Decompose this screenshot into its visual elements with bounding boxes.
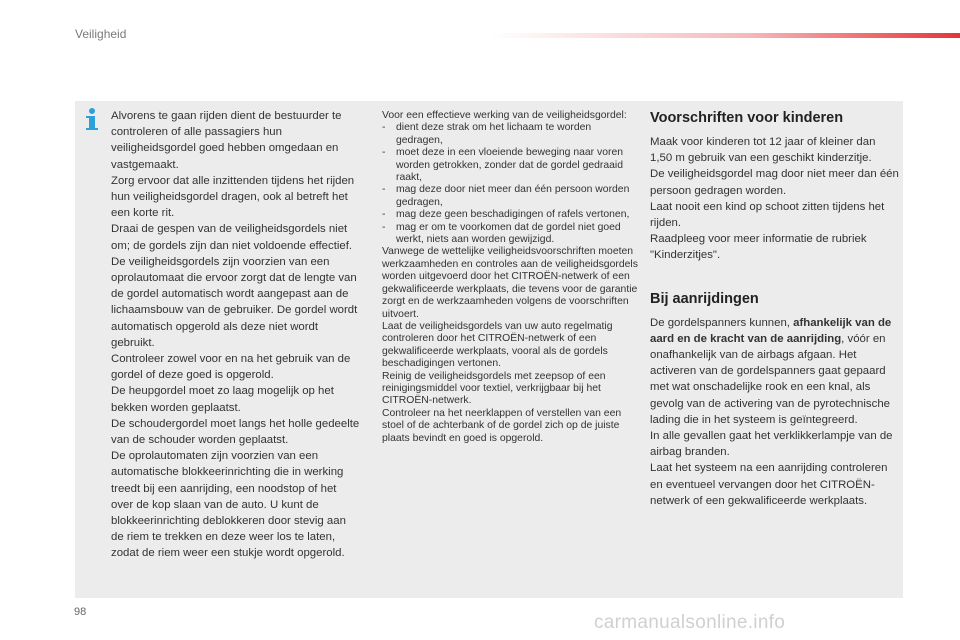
bullet-marker: -	[382, 221, 386, 233]
paragraph: Vanwege de wettelijke veiligheidsvoorschriften moeten werkzaamheden en controles aan de veiligheidsgordels worden uitgevoerd door het CITROËN-netwerk of een gekwalificeerde werkplaats, die tevens voor de garantie zorgt en de werkzaamheden volgens de voorschriften uitvoert.	[382, 246, 638, 320]
bullet-marker: -	[382, 147, 386, 159]
paragraph: De schoudergordel moet langs het holle gedeelte van de schouder worden geplaatst.	[111, 417, 360, 447]
paragraph: Draai de gespen van de veiligheidsgordels niet om; de gordels zijn dan niet voldoende effectief.	[111, 223, 353, 252]
list-item: - dient deze strak om het lichaam te worden gedragen,	[382, 122, 592, 146]
collision-body	[650, 315, 900, 509]
list-item: - mag er om te voorkomen dat de gordel niet goed werkt, niets aan worden gewijzigd.	[382, 221, 621, 246]
paragraph: De oprolautomaten zijn voorzien van een automatische blokkeerinrichting die in werking treedt bij een aanrijding, een noodstop of het over de kop slaan van de auto. U kunt de blokkeerinrichting deblokkeren door stevig aan de riem te trekken en deze weer los te laten, zodat de riem weer een stukje wordt opgerold.	[111, 450, 346, 560]
page-number: 98	[74, 606, 87, 618]
children-heading: Voorschriften voor kinderen	[650, 110, 844, 126]
watermark: carmanualsonline.info	[594, 612, 786, 633]
paragraph: Zorg ervoor dat alle inzittenden tijdens het rijden hun veiligheidsgordel dragen, ook al betreft het een korte rit.	[111, 174, 355, 220]
children-and-collisions-column	[650, 108, 900, 509]
paragraph: Controleer zowel voor en na het gebruik van de gordel of deze goed is opgerold.	[111, 353, 351, 382]
paragraph: De veiligheidsgordels zijn voorzien van een oprolautomaat die ervoor zorgt dat de lengte van de gordel automatisch wordt aangepast aan de lichaamsbouw van de gebruiker. De gordel wordt automatisch opgerold als deze niet wordt gebruikt.	[111, 255, 358, 349]
seatbelt-requirements-column	[382, 110, 638, 445]
info-icon	[85, 108, 99, 132]
children-body	[650, 134, 900, 264]
requirements-list	[382, 122, 638, 246]
list-item: - mag deze geen beschadigingen of rafels vertonen,	[382, 209, 630, 221]
paragraph: De gordelspanners kunnen, afhankelijk van de aard en de kracht van de aanrijding, vóór en onafhankelijk van de airbags afgaan. Het activeren van de gordelspanners gaat gepaard met wat onschadelijke rook en een knal, als gevolg van de activering van de pyrotechnische lading die in het systeem is geïntegreerd.	[650, 316, 892, 426]
paragraph: In alle gevallen gaat het verklikkerlampje van de airbag branden.	[650, 430, 893, 459]
header-accent-rule	[490, 33, 960, 38]
paragraph: Laat het systeem na een aanrijding controleren en eventueel vervangen door het CITROËN-netwerk of een gekwalificeerde werkplaats.	[650, 462, 888, 507]
paragraph: Laat de veiligheidsgordels van uw auto regelmatig controleren door het CITROËN-netwerk of een gekwalificeerde werkplaats, vooral als de gordels beschadigingen vertonen.	[382, 320, 613, 370]
paragraph: Laat nooit een kind op schoot zitten tijdens het rijden.	[650, 200, 885, 230]
list-item: - moet deze in een vloeiende beweging naar voren worden getrokken, zonder dat de gordel gedraaid raakt,	[382, 147, 624, 184]
seatbelt-info-column	[111, 108, 361, 562]
paragraph: Maak voor kinderen tot 12 jaar of kleiner dan 1,50 m gebruik van een geschikt kinderzitje.	[650, 136, 876, 165]
section-title: Veiligheid	[75, 27, 127, 41]
bullet-marker: -	[382, 184, 386, 196]
paragraph: Raadpleeg voor meer informatie de rubriek "Kinderzitjes".	[650, 233, 867, 262]
paragraph: Reinig de veiligheidsgordels met zeepsop of een reinigingsmiddel voor textiel, verkrijgbaar bij het CITROËN-netwerk.	[382, 370, 606, 407]
list-item: - mag deze door niet meer dan één persoon worden gedragen,	[382, 184, 630, 208]
paragraph: De heupgordel moet zo laag mogelijk op het bekken worden geplaatst.	[111, 385, 334, 414]
paragraph: De veiligheidsgordel mag door niet meer dan één persoon gedragen worden.	[650, 168, 899, 197]
paragraph: Alvorens te gaan rijden dient de bestuurder te controleren of alle passagiers hun veiligheidsgordel goed hebben omgedaan en vastgemaakt.	[111, 110, 342, 171]
collision-heading: Bij aanrijdingen	[650, 290, 759, 307]
emphasis-text: afhankelijk van de aard en de kracht van de aanrijding	[650, 316, 892, 345]
bullet-marker: -	[382, 122, 386, 134]
intro-text: Voor een effectieve werking van de veiligheidsgordel:	[382, 110, 627, 121]
bullet-marker: -	[382, 209, 386, 221]
paragraph: Controleer na het neerklappen of verstellen van een stoel of de achterbank of de gordel zich op de juiste plaats bevindt en goed is opgerold.	[382, 407, 622, 444]
